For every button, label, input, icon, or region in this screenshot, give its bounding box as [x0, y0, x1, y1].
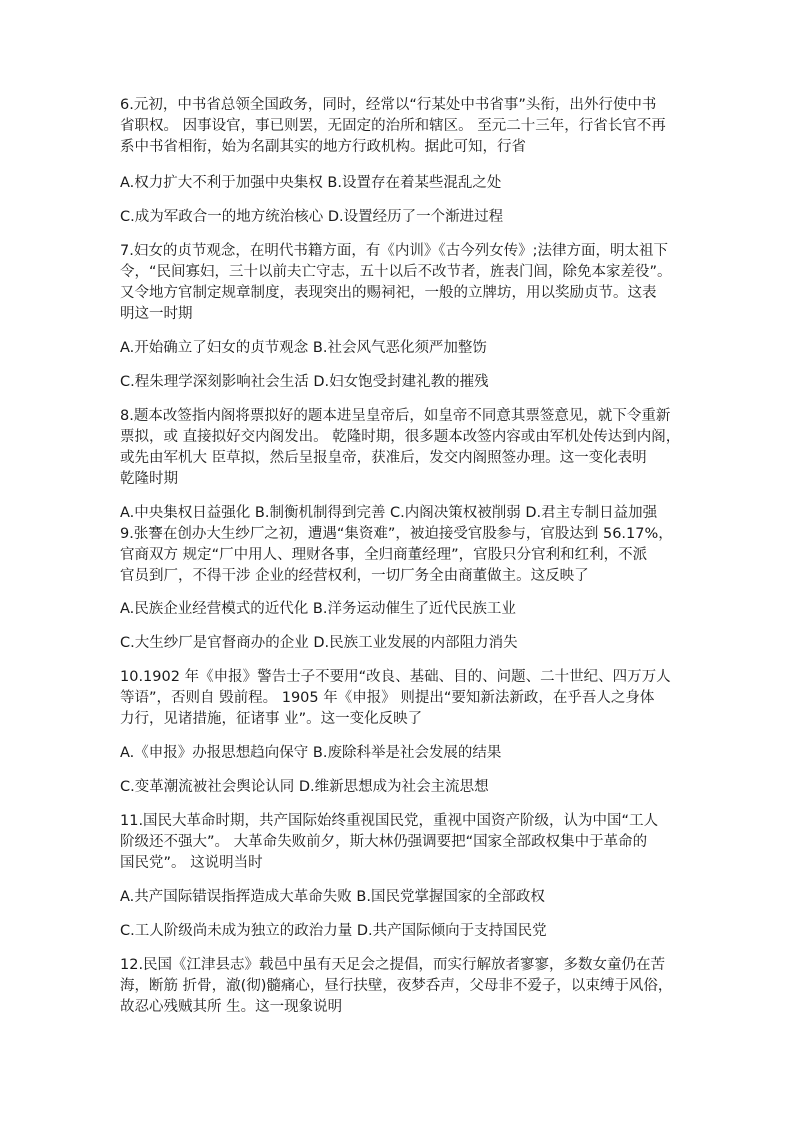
- question-stem-line: 9.张謇在创办大生纱厂之初，遭遇“集资难”，被迫接受官股参与，官股达到 56.17%，: [120, 526, 673, 542]
- question-stem-line: 国民党”。 这说明当时: [120, 855, 263, 871]
- question-12: [120, 955, 680, 1018]
- question-10-options-2: [120, 777, 680, 798]
- question-7: [120, 241, 680, 325]
- question-stem-line: 令，“民间寡妇，三十以前夫亡守志，五十以后不改节者，旌表门闾，除免本家差役”。: [120, 264, 672, 280]
- option-line: C.成为军政合一的地方统治核心 D.设置经历了一个渐进过程: [120, 209, 504, 225]
- question-stem-line: 10.1902 年《申报》警告士子不要用“改良、基础、目的、问题、二十世纪、四万万人: [120, 669, 671, 685]
- option-line: A.民族企业经营模式的近代化 B.洋务运动催生了近代民族工业: [120, 601, 516, 617]
- question-stem-line: 8.题本改签指内阁将票拟好的题本进呈皇帝后，如皇帝不同意其票签意见，就下令重新: [120, 408, 671, 424]
- question-stem-line: 或先由军机大 臣草拟，然后呈报皇帝，获准后，发交内阁照签办理。这一变化表明: [120, 450, 647, 466]
- option-line: A.权力扩大不利于加强中央集权 B.设置存在着某些混乱之处: [120, 175, 502, 191]
- option-line: C.大生纱厂是官督商办的企业 D.民族工业发展的内部阻力消失: [120, 635, 518, 651]
- option-line: C.工人阶级尚未成为独立的政治力量 D.共产国际倾向于支持国民党: [120, 923, 547, 939]
- option-line: C.程朱理学深刻影响社会生活 D.妇女饱受封建礼教的摧残: [120, 374, 489, 390]
- question-11-options: [120, 887, 680, 908]
- question-stem-line: 6.元初，中书省总领全国政务，同时，经常以“行某处中书省事”头衔，出外行使中书: [120, 97, 657, 113]
- question-10: [120, 667, 680, 730]
- question-stem-line: 7.妇女的贞节观念，在明代书籍方面，有《内训》《古今列女传》;法律方面，明太祖下: [120, 243, 668, 259]
- option-line: A.中央集权日益强化 B.制衡机制得到完善 C.内阁决策权被削弱 D.君主专制日益加强: [120, 505, 658, 521]
- option-line: A.共产国际错误指挥造成大革命失败 B.国民党掌握国家的全部政权: [120, 889, 545, 905]
- question-stem-line: 11.国民大革命时期，共产国际始终重视国民党，重视中国资产阶级，认为中国“工人: [120, 813, 659, 829]
- question-stem-line: 票拟，或 直接拟好交内阁发出。 乾隆时期，很多题本改签内容或由军机处传达到内阁，: [120, 429, 681, 445]
- option-line: A.开始确立了妇女的贞节观念 B.社会风气恶化须严加整饬: [120, 340, 487, 356]
- option-line: C.变革潮流被社会舆论认同 D.维新思想成为社会主流思想: [120, 779, 489, 795]
- question-stem-line: 系中书省相衔，始为名副其实的地方行政机构。据此可知，行省: [120, 139, 526, 155]
- question-6-options: [120, 173, 680, 194]
- question-stem-line: 海，断筋 折骨，澈(彻)髓痛心，昼行扶壁，夜梦呑声，父母非不爱子，以束缚于风俗，: [120, 978, 673, 994]
- option-line: A.《申报》办报思想趋向保守 B.废除科举是社会发展的结果: [120, 745, 502, 761]
- question-11-options-2: [120, 921, 680, 942]
- question-6-options-2: [120, 207, 680, 228]
- question-8: [120, 406, 680, 490]
- question-7-options: [120, 338, 680, 359]
- question-10-options: [120, 743, 680, 764]
- question-stem-line: 等语”，否则自 毁前程。 1905 年《申报》 则提出“要知新法新政，在乎吾人之身体: [120, 690, 655, 706]
- question-11: [120, 811, 680, 874]
- question-9-options-2: [120, 633, 680, 654]
- question-stem-line: 乾隆时期: [120, 471, 178, 487]
- question-9: [120, 524, 680, 587]
- question-stem-line: 省职权。 因事设官，事已则罢，无固定的治所和辖区。 至元二十三年，行省长官不再: [120, 118, 666, 134]
- question-stem-line: 明这一时期: [120, 306, 193, 322]
- question-stem-line: 官员到厂，不得干涉 企业的经营权利，一切厂务全由商董做主。这反映了: [120, 568, 589, 584]
- question-6: [120, 95, 680, 158]
- question-stem-line: 力行，见诸措施，征诸事 业”。这一变化反映了: [120, 711, 423, 727]
- question-stem-line: 故忍心残贼其所 生。这一现象说明: [120, 999, 343, 1015]
- question-7-options-2: [120, 372, 680, 393]
- question-stem-line: 12.民国《江津县志》载邑中虽有天足会之提倡，而实行解放者寥寥，多数女童仍在苦: [120, 957, 666, 973]
- question-stem-line: 官商双方 规定“厂中用人、理财各事，全归商董经理”，官股只分官利和红利，不派: [120, 547, 648, 563]
- question-9-options: [120, 599, 680, 620]
- question-stem-line: 又令地方官制定规章制度，表现突出的赐祠祀，一般的立牌坊，用以奖励贞节。这表: [120, 285, 657, 301]
- question-stem-line: 阶级还不强大”。 大革命失败前夕，斯大林仍强调要把“国家全部政权集中于革命的: [120, 834, 648, 850]
- question-8-options: [120, 503, 680, 524]
